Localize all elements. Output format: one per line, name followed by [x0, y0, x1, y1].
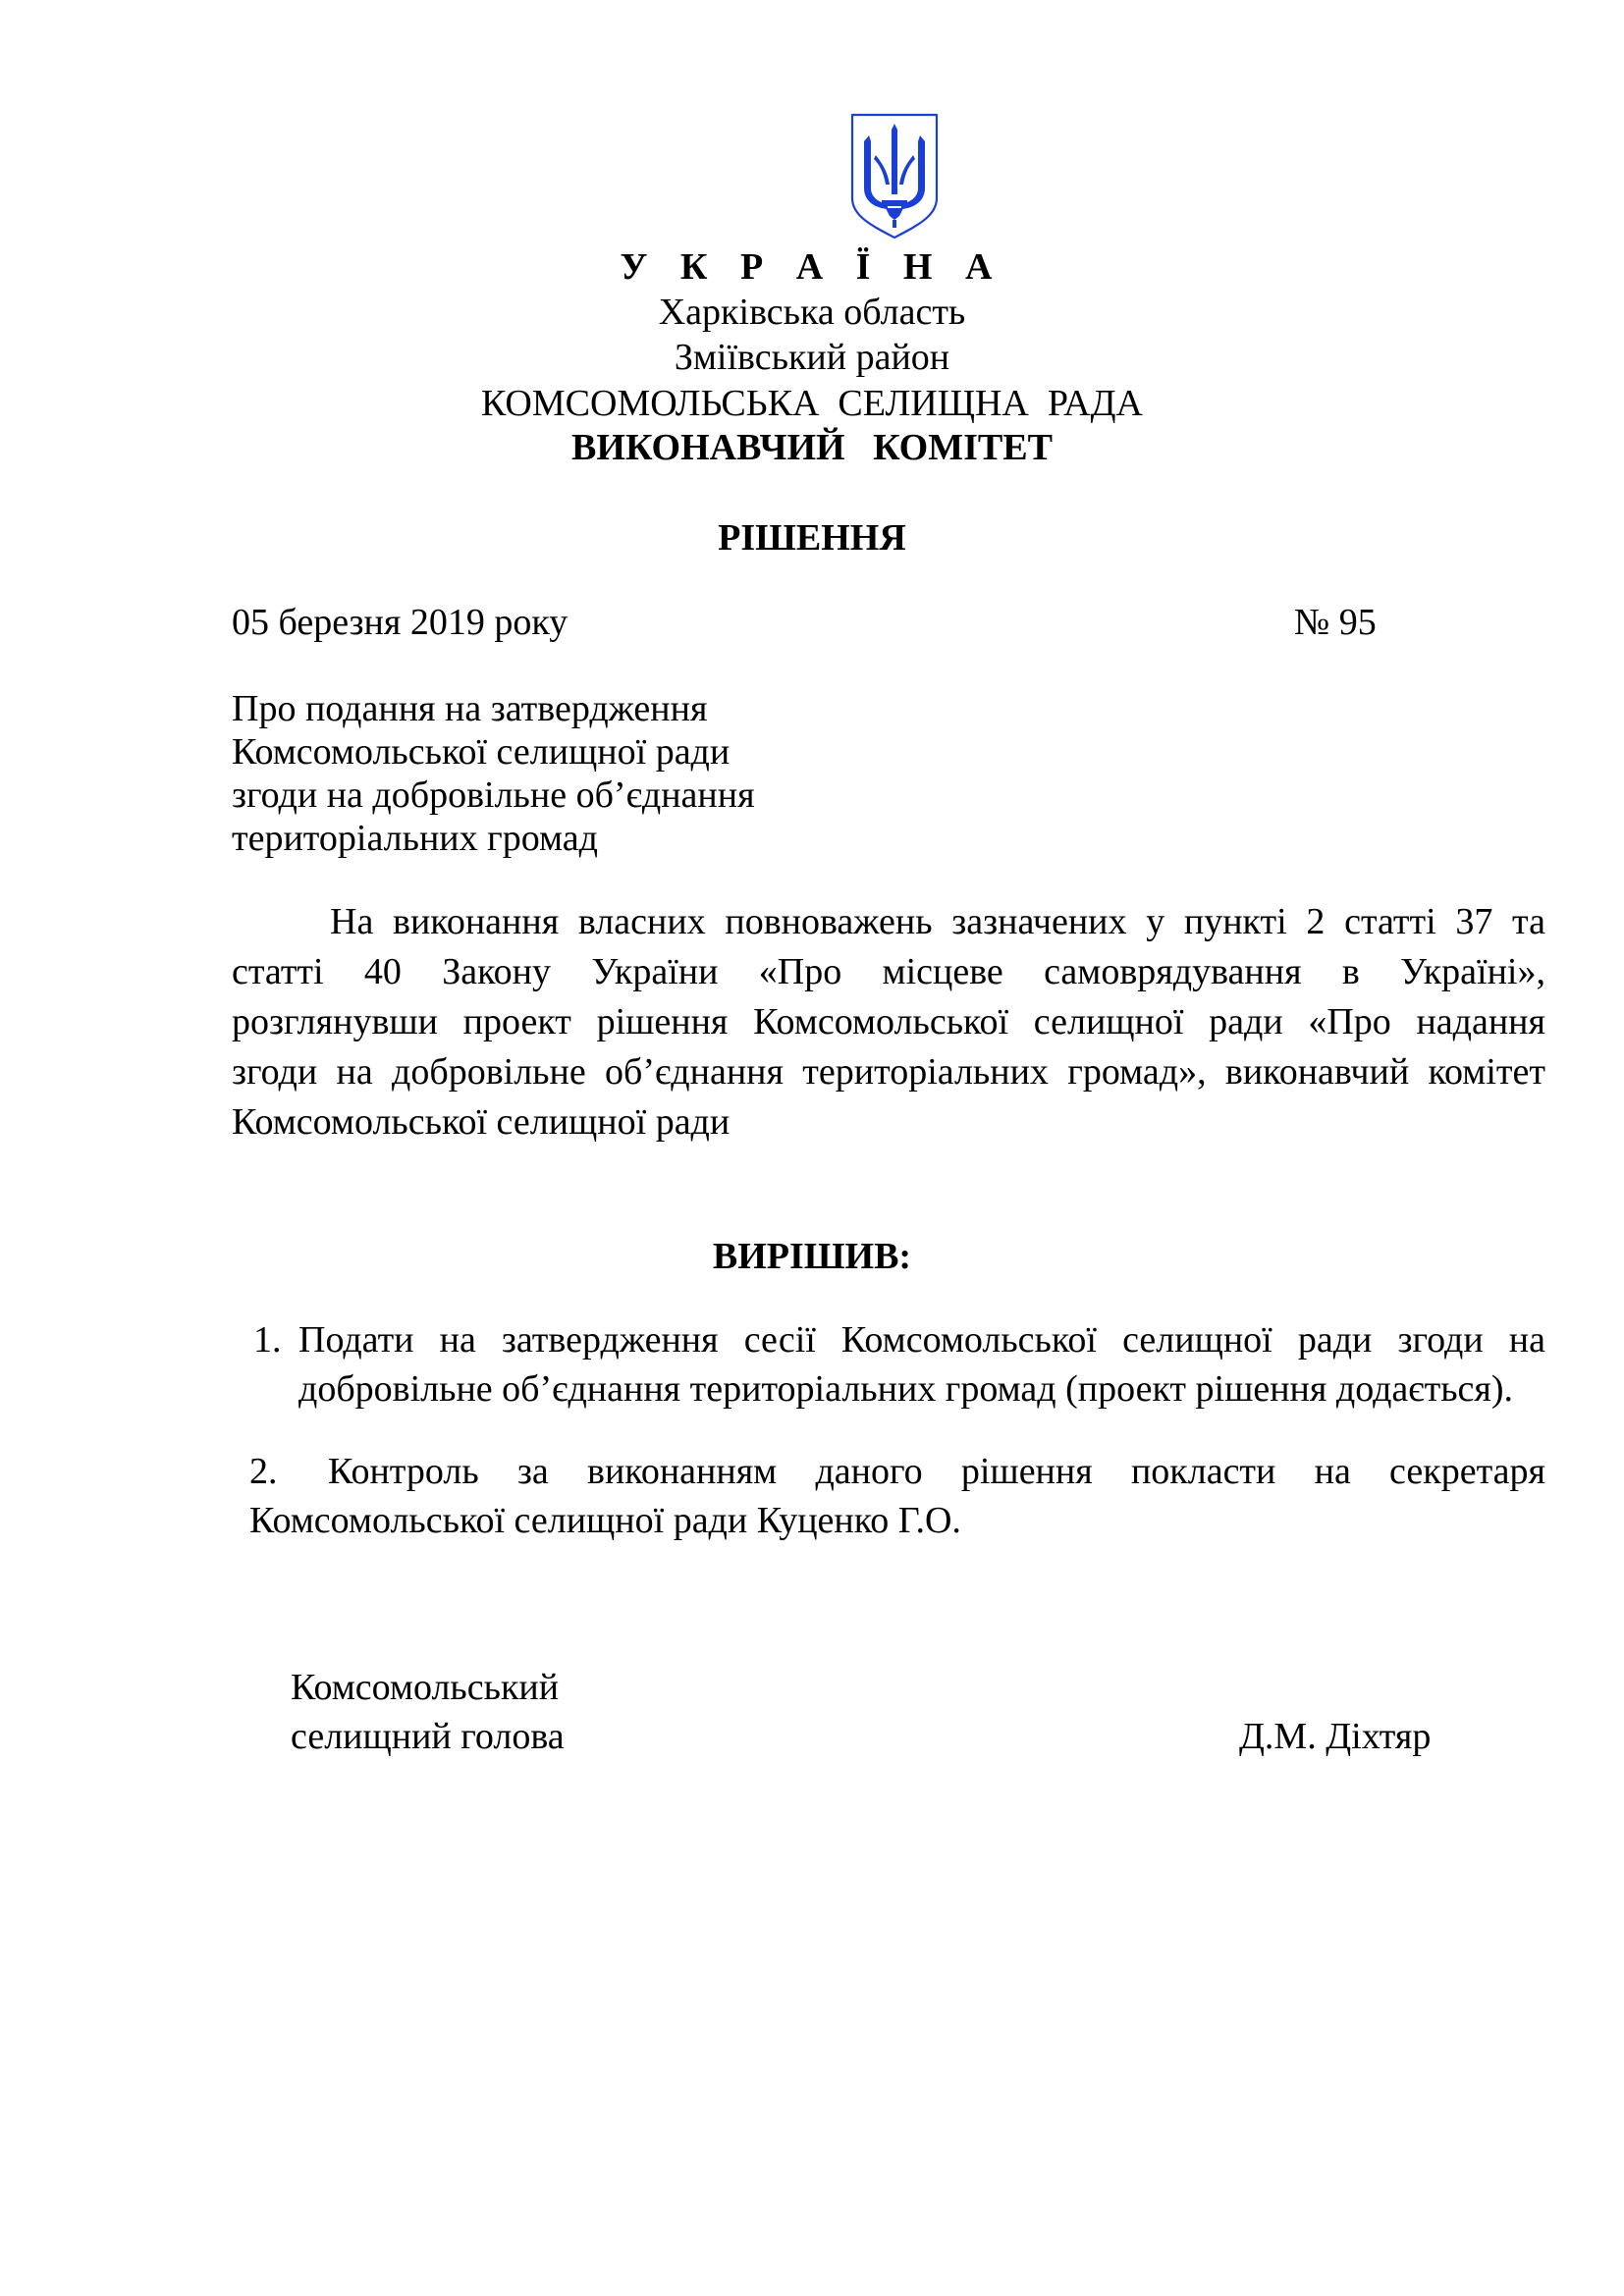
item-line: Контроль за виконанням даного рішення покласти на секретаря [328, 1451, 1545, 1492]
preamble-line: згоди на добровільне об’єднання територіальних громад», виконавчий комітет [232, 1051, 1545, 1093]
decision-number: № 95 [1294, 602, 1377, 643]
preamble-line: статті 40 Закону України «Про місцеве самоврядування в Україні», [232, 951, 1545, 992]
decision-date: 05 березня 2019 року [232, 602, 568, 643]
item-line: Комсомольської селищної ради Куценко Г.О. [249, 1500, 961, 1541]
header-district: Зміївський район [674, 337, 950, 378]
header-council: КОМСОМОЛЬСЬКА СЕЛИЩНА РАДА [481, 383, 1143, 424]
decision-title: РІШЕННЯ [718, 517, 906, 559]
decision-subject [232, 687, 755, 860]
subject-line: згоди на добровільне об’єднання [232, 774, 755, 816]
item-number: 1. [253, 1319, 282, 1361]
preamble-line: Комсомольської селищної ради [232, 1101, 731, 1143]
subject-line: територіальних громад [232, 818, 598, 859]
item-line: добровільне об’єднання територіальних громад (проект рішення додається). [298, 1368, 1514, 1410]
preamble-line: На виконання власних повноважень зазначених у пункті 2 статті 37 та [330, 901, 1545, 942]
subject-line: Про подання на затвердження [232, 688, 708, 729]
signature-position-line2: селищний голова [291, 1716, 565, 1757]
header-region: Харківська область [658, 292, 966, 333]
resolved-heading: ВИРІШИВ: [712, 1236, 912, 1277]
preamble-paragraph [232, 897, 1545, 1148]
coat-of-arms-icon [848, 112, 941, 240]
preamble-line: розглянувши проект рішення Комсомольської селищної ради «Про надання [232, 1001, 1545, 1042]
header-committee: ВИКОНАВЧИЙ КОМІТЕТ [571, 427, 1053, 468]
item-number: 2. [249, 1451, 278, 1492]
signature-name: Д.М. Діхтяр [1239, 1716, 1432, 1757]
resolution-item [249, 1447, 1545, 1545]
header-country: У К Р А Ї Н А [620, 246, 1004, 288]
resolution-item [253, 1315, 1545, 1414]
subject-line: Комсомольської селищної ради [232, 731, 731, 773]
item-line: Подати на затвердження сесії Комсомольської селищної ради згоди на [298, 1319, 1545, 1361]
signature-position-line1: Комсомольський [291, 1667, 560, 1708]
